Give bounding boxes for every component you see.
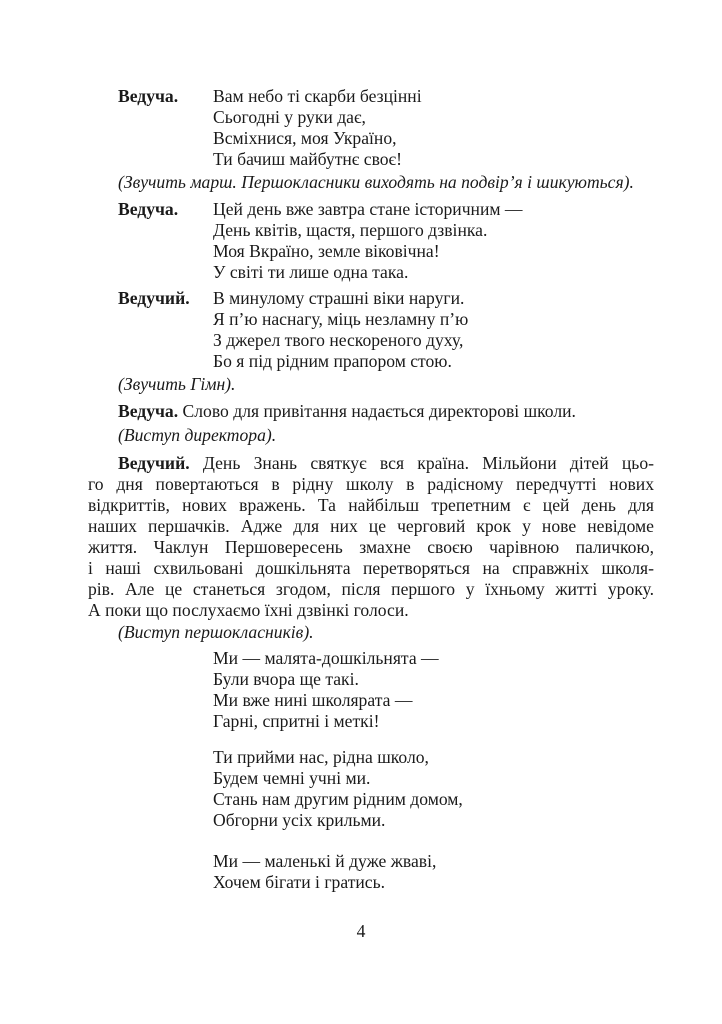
paragraph-line: життя. Чаклун Першовересень змахне своєю чарівною паличкою, — [88, 537, 654, 557]
verse-line: Вам небо ті скарби безцінні — [213, 86, 422, 106]
speaker-label: Ведуча. — [118, 401, 179, 421]
verse-line: Обгорни усіх крильми. — [213, 810, 386, 830]
verse-line: Я п’ю наснагу, міць незламну п’ю — [213, 309, 469, 329]
verse-line: Ти бачиш майбутнє своє! — [213, 149, 402, 169]
poem-stanza — [213, 747, 463, 831]
verse-line: День квітів, щастя, першого дзвінка. — [213, 220, 488, 240]
paragraph-line: і наші схвильовані дошкільнята перетворяться на справжніх школя- — [88, 558, 654, 578]
verse-lines — [213, 86, 422, 170]
paragraph-line: наших першачків. Адже для них це черговий крок у нове невідоме — [88, 516, 654, 536]
poem-stanza — [213, 851, 436, 893]
verse-line: Цей день вже завтра стане історичним — — [213, 199, 523, 219]
verse-line: Ми — маленькі й дуже жваві, — [213, 851, 437, 871]
speaker-label: Ведучий. — [118, 453, 190, 473]
paragraph-line: відкриттів, нових вражень. Та найбільш трепетним є цей день для — [88, 495, 654, 515]
stage-direction: (Виступ директора). — [118, 425, 277, 445]
verse-line: Моя Вкраїно, земле віковічна! — [213, 241, 440, 261]
verse-line: Сьогодні у руки дає, — [213, 107, 366, 127]
verse-line: Будем чемні учні ми. — [213, 768, 371, 788]
verse-line: Ти прийми нас, рідна школо, — [213, 747, 429, 767]
verse-line: Ми — малята-дошкільнята — — [213, 648, 439, 668]
paragraph-line: рів. Але це станеться згодом, після першого у їхньому житті уроку. — [88, 579, 654, 599]
verse-line: Бо я під рідним прапором стою. — [213, 351, 452, 371]
stage-direction: (Звучить марш. Першокласники виходять на подвір’я і шикуються). — [118, 172, 634, 192]
speaker-label: Ведуча. — [118, 199, 179, 219]
paragraph-line — [88, 453, 654, 474]
verse-line: Були вчора ще такі. — [213, 669, 359, 689]
stage-direction: (Виступ першокласників). — [118, 622, 314, 642]
speaker-label: Ведучий. — [118, 288, 190, 308]
page-number: 4 — [356, 921, 366, 941]
verse-line: Хочем бігати і гратись. — [213, 872, 386, 892]
verse-line: Стань нам другим рідним домом, — [213, 789, 463, 809]
stage-direction: (Звучить Гімн). — [118, 374, 236, 394]
verse-line: Ми вже нині школярата — — [213, 690, 413, 710]
verse-line: В минулому страшні віки наруги. — [213, 288, 465, 308]
paragraph-line: А поки що послухаємо їхні дзвінкі голоси. — [88, 600, 409, 620]
speaker-label: Ведуча. — [118, 86, 179, 106]
prose-paragraph — [88, 453, 654, 621]
paragraph-line: го дня повертаються в рідну школу в радісному передчутті нових — [88, 474, 654, 494]
speech-line — [118, 401, 576, 422]
speech-text: Слово для привітання надається директорові школи. — [182, 401, 576, 421]
verse-line: Всміхнися, моя Україно, — [213, 128, 397, 148]
verse-line: Гарні, спритні і меткі! — [213, 711, 380, 731]
paragraph-text: День Знань святкує вся країна. Мільйони дітей цьо- — [202, 453, 654, 473]
poem-stanza — [213, 648, 439, 732]
verse-lines — [213, 199, 523, 283]
verse-line: У світі ти лише одна така. — [213, 262, 409, 282]
verse-lines — [213, 288, 468, 372]
verse-line: З джерел твого нескореного духу, — [213, 330, 464, 350]
